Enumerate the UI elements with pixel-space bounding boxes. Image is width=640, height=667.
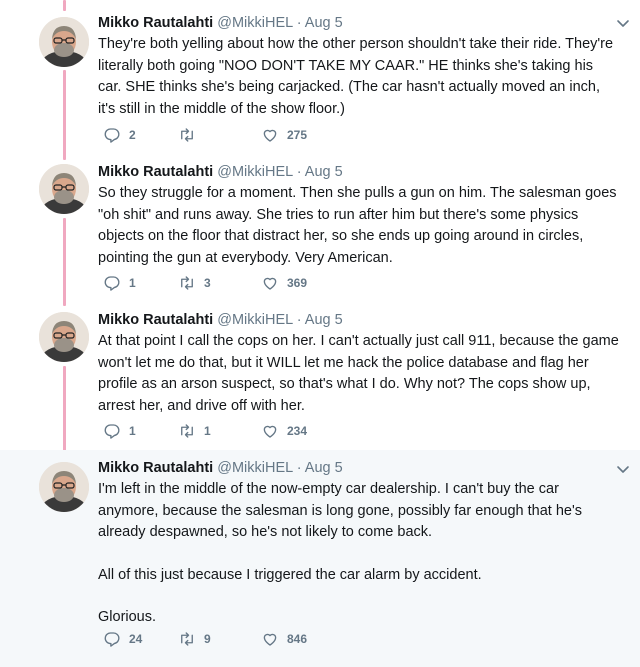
separator-dot: · [296,460,302,476]
tweet-date[interactable]: Aug 5 [304,312,343,328]
reply-icon [103,274,121,292]
user-handle[interactable]: @MikkiHEL [217,15,293,31]
tweet-paragraph: All of this just because I triggered the car alarm by accident. [98,566,482,583]
separator-dot: · [296,164,302,180]
tweet-text [98,34,620,120]
tweet-date[interactable]: Aug 5 [304,15,343,31]
tweet[interactable] [0,0,640,160]
tweet-header [98,311,620,330]
retweet-button[interactable] [178,126,204,144]
retweet-button[interactable] [178,630,211,648]
tweet-date[interactable]: Aug 5 [304,164,343,180]
retweet-icon [178,630,196,648]
reply-icon [103,422,121,440]
like-count: 846 [287,632,308,646]
like-count: 234 [287,424,308,438]
heart-icon [261,274,279,292]
tweet-header [98,14,620,33]
display-name[interactable]: Mikko Rautalahti [98,312,214,328]
avatar[interactable] [39,17,89,67]
retweet-icon [178,274,196,292]
reply-button[interactable] [103,126,136,144]
separator-dot: · [296,15,302,31]
user-handle[interactable]: @MikkiHEL [217,312,293,328]
heart-icon [261,630,279,648]
heart-icon [261,126,279,144]
display-name[interactable]: Mikko Rautalahti [98,164,214,180]
tweet[interactable] [0,308,640,450]
like-button[interactable] [261,630,307,648]
tweet-text [98,331,620,417]
tweet-paragraph: I'm left in the middle of the now-empty car dealership. I can't buy the car anymore, because the salesman is long gone, possibly far enough that he's already despawned, so he's not likely to come back. [98,481,582,540]
reply-button[interactable] [103,422,136,440]
tweet-focused[interactable] [0,450,640,667]
tweet-text [98,183,620,269]
retweet-button[interactable] [178,274,211,292]
heart-icon [261,422,279,440]
chevron-down-icon[interactable] [616,464,630,474]
reply-icon [103,630,121,648]
reply-count: 1 [129,424,136,438]
reply-button[interactable] [103,274,136,292]
retweet-icon [178,422,196,440]
reply-count: 2 [129,128,136,142]
reply-button[interactable] [103,630,142,648]
chevron-down-icon[interactable] [616,18,630,28]
like-count: 275 [287,128,308,142]
like-count: 369 [287,276,308,290]
tweet-text [98,479,620,629]
avatar[interactable] [39,312,89,362]
avatar[interactable] [39,164,89,214]
reply-count: 24 [129,632,143,646]
tweet[interactable] [0,160,640,308]
tweet-paragraph: They're both yelling about how the other person shouldn't take their ride. They're literally both going "NOO DON'T TAKE MY CAAR." HE thinks she's taking his car. SHE thinks she's being carjacked. (The car hasn't actually moved an inch, it's still in the middle of the show floor.) [98,36,614,117]
like-button[interactable] [261,126,307,144]
tweet-date[interactable]: Aug 5 [304,460,343,476]
tweet-paragraph: So they struggle for a moment. Then she pulls a gun on him. The salesman goes "oh shit" and runs away. She tries to run after him but there's some physics objects on the floor that distract her, so she ends up going around in circles, pointing the gun at everybody. Very American. [98,185,617,266]
tweet-paragraph: Glorious. [98,609,157,625]
retweet-count: 1 [204,424,211,438]
like-button[interactable] [261,274,307,292]
display-name[interactable]: Mikko Rautalahti [98,460,214,476]
retweet-count: 3 [204,276,211,290]
separator-dot: · [296,312,302,328]
retweet-button[interactable] [178,422,211,440]
retweet-count: 9 [204,632,211,646]
tweet-header [98,459,620,478]
tweet-header [98,163,620,182]
retweet-icon [178,126,196,144]
display-name[interactable]: Mikko Rautalahti [98,15,214,31]
reply-icon [103,126,121,144]
tweet-paragraph: At that point I call the cops on her. I can't actually just call 911, because the game won't let me do that, but it WILL let me hack the police database and flag her profile as an arson suspect, so that's what I do. Why not? The cops show up, arrest her, and drive off with her. [98,333,619,414]
reply-count: 1 [129,276,136,290]
user-handle[interactable]: @MikkiHEL [217,164,293,180]
avatar[interactable] [39,462,89,512]
like-button[interactable] [261,422,307,440]
user-handle[interactable]: @MikkiHEL [217,460,293,476]
